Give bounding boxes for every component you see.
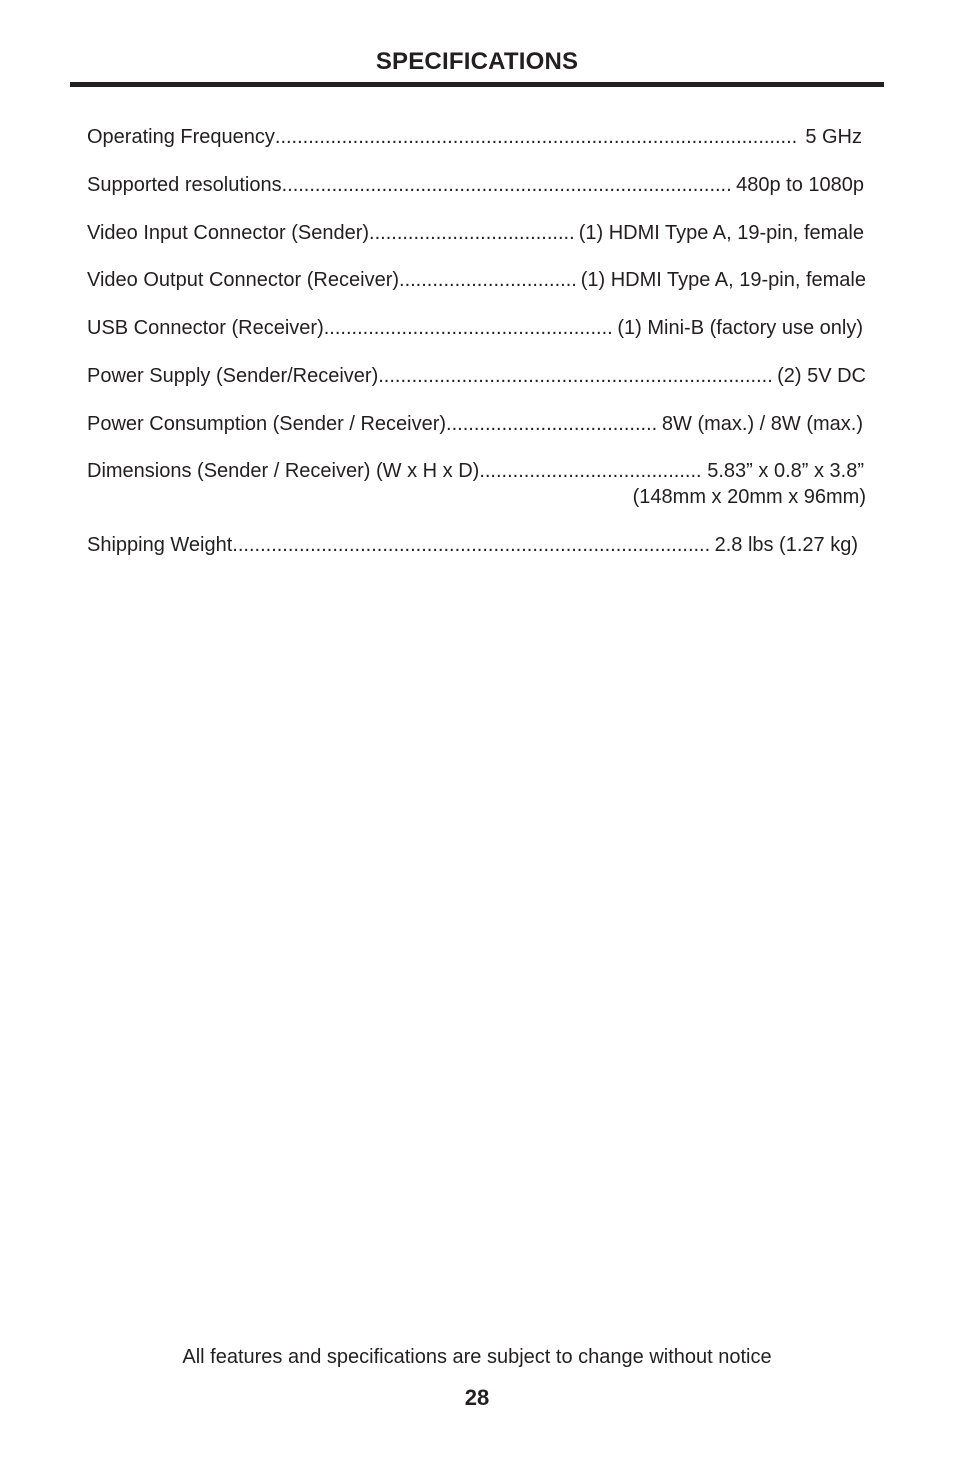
spec-value: 480p to 1080p xyxy=(736,174,864,196)
spec-value: 5.83” x 0.8” x 3.8” xyxy=(707,460,864,482)
spec-label: Power Consumption (Sender / Receiver) xyxy=(87,413,447,435)
spec-label: Power Supply (Sender/Receiver) xyxy=(87,365,379,387)
spec-row-power-consumption xyxy=(87,411,863,437)
spec-label: Operating Frequency xyxy=(87,126,275,148)
spec-row-supported-resolutions xyxy=(87,172,864,198)
disclaimer-note: All features and specifications are subject to change without notice xyxy=(182,1346,772,1368)
dot-leader xyxy=(369,220,573,246)
spec-label: Shipping Weight xyxy=(87,534,233,556)
dot-leader xyxy=(282,172,731,198)
spec-value-dimensions-metric: (148mm x 20mm x 96mm) xyxy=(632,486,866,508)
dot-leader xyxy=(446,411,656,437)
spec-value: (2) 5V DC xyxy=(777,365,866,387)
dot-leader xyxy=(275,124,799,150)
spec-row-usb-connector xyxy=(87,315,863,341)
dot-leader xyxy=(324,315,612,341)
page-title: SPECIFICATIONS xyxy=(375,48,579,75)
spec-label: Video Output Connector (Receiver) xyxy=(87,269,400,291)
spec-label: USB Connector (Receiver) xyxy=(87,317,324,339)
spec-value: 2.8 lbs (1.27 kg) xyxy=(714,534,858,556)
dot-leader xyxy=(479,458,701,484)
spec-value: 5 GHz xyxy=(805,126,862,148)
spec-value: (1) HDMI Type A, 19-pin, female xyxy=(580,269,866,291)
spec-label: Dimensions (Sender / Receiver) (W x H x D) xyxy=(87,460,480,482)
spec-value: (1) HDMI Type A, 19-pin, female xyxy=(578,222,864,244)
spec-label: Video Input Connector (Sender) xyxy=(87,222,370,244)
spec-row-video-input-connector xyxy=(87,220,864,246)
spec-row-dimensions xyxy=(87,458,864,484)
spec-row-video-output-connector xyxy=(87,267,866,293)
spec-row-shipping-weight xyxy=(87,532,858,558)
dot-leader xyxy=(399,267,575,293)
page-number: 28 xyxy=(464,1385,490,1410)
dot-leader xyxy=(378,363,771,389)
spec-label: Supported resolutions xyxy=(87,174,282,196)
spec-value: 8W (max.) / 8W (max.) xyxy=(661,413,863,435)
spec-value: (1) Mini-B (factory use only) xyxy=(617,317,863,339)
title-divider xyxy=(70,82,884,87)
spec-row-operating-frequency xyxy=(87,124,862,150)
dot-leader xyxy=(232,532,708,558)
spec-row-power-supply xyxy=(87,363,866,389)
